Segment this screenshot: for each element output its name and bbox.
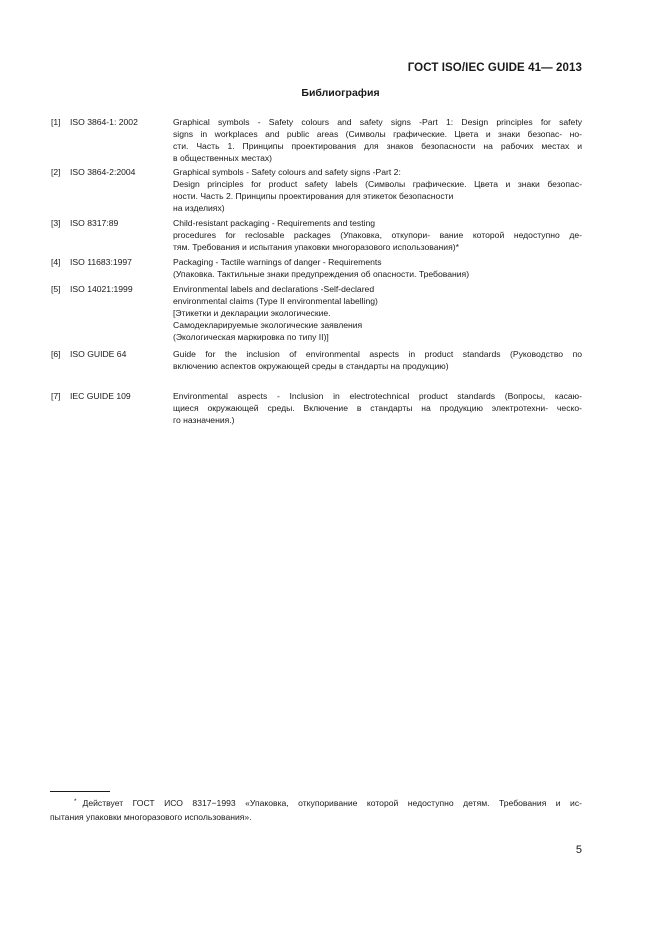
entry-reference: ISO 14021:1999 xyxy=(70,284,133,294)
entry-text xyxy=(173,390,582,426)
bibliography-list xyxy=(50,116,582,430)
bibliography-entry-1 xyxy=(50,116,582,166)
bibliography-entry-2 xyxy=(50,166,582,217)
entry-line: (Экологическая маркировка по типу II)] xyxy=(173,332,329,342)
entry-line: на изделиях) xyxy=(173,203,225,213)
entry-line: Packaging - Tactile warnings of danger - Requirements xyxy=(173,257,382,267)
bibliography-entry-3 xyxy=(50,217,582,256)
entry-line: го назначения.) xyxy=(173,415,235,425)
entry-line: сти. Часть 1. Принципы проектирования для знаков безопасности на рабочих местах и xyxy=(173,141,582,151)
entry-number: [5] xyxy=(51,284,61,294)
entry-reference: ISO 3864-2:2004 xyxy=(70,167,136,177)
entry-number: [3] xyxy=(51,218,61,228)
entry-text xyxy=(173,283,582,343)
document-code-header: ГОСТ ISO/IEC GUIDE 41— 2013 xyxy=(407,62,582,74)
entry-reference: ISO GUIDE 64 xyxy=(70,349,127,359)
entry-number: [2] xyxy=(51,167,61,177)
bibliography-entry-6 xyxy=(50,348,582,390)
footnote-separator xyxy=(50,791,110,792)
bibliography-title: Библиография xyxy=(301,87,380,99)
entry-line: Child-resistant packaging - Requirements and testing xyxy=(173,218,376,228)
bibliography-entry-4 xyxy=(50,256,582,283)
entry-number: [1] xyxy=(51,117,61,127)
entry-line: Graphical symbols - Safety colours and safety signs -Part 2: xyxy=(173,167,401,177)
bibliography-entry-7 xyxy=(50,390,582,430)
entry-text xyxy=(173,348,582,372)
entry-number: [6] xyxy=(51,349,61,359)
entry-reference: ISO 8317:89 xyxy=(70,218,119,228)
entry-line: щиеся окружающей среды. Включение в стандарты на продукцию электротехни- ческо- xyxy=(173,403,582,413)
entry-text xyxy=(173,256,582,280)
entry-line: в общественных местах) xyxy=(173,153,273,163)
entry-line: Environmental aspects - Inclusion in electrotechnical product standards (Вопросы, касаю- xyxy=(173,391,582,401)
entry-reference: ISO 11683:1997 xyxy=(70,257,132,267)
entry-line: environmental claims (Type II environmental labelling) xyxy=(173,296,378,306)
page-number: 5 xyxy=(575,844,582,856)
entry-line: ности. Часть 2. Принципы проектирования для этикеток безопасности xyxy=(173,191,454,201)
entry-reference: IEC GUIDE 109 xyxy=(70,391,131,401)
entry-line: (Упаковка. Тактильные знаки предупреждения об опасности. Требования) xyxy=(173,269,470,279)
entry-line: Самодекларируемые экологические заявления xyxy=(173,320,363,330)
entry-line: Design principles for product safety labels (Символы графические. Цвета и знаки безопас- xyxy=(173,179,582,189)
footnote-mark: * xyxy=(74,798,77,805)
footnote-line xyxy=(50,797,582,811)
entry-line: тям. Требования и испытания упаковки многоразового использования)* xyxy=(173,242,459,252)
entry-text xyxy=(173,217,582,253)
entry-line: Environmental labels and declarations -Self-declared xyxy=(173,284,375,294)
entry-line: procedures for reclosable packages (Упаковка, откупори- вание которой недоступно де- xyxy=(173,230,582,240)
entry-number: [4] xyxy=(51,257,61,267)
entry-text xyxy=(173,116,582,164)
footnote-text: Действует ГОСТ ИСО 8317−1993 «Упаковка, откупоривание которой недоступно детям. Требования и ис- xyxy=(82,798,582,808)
bibliography-entry-5 xyxy=(50,283,582,348)
entry-reference: ISO 3864-1: 2002 xyxy=(70,117,138,127)
entry-text xyxy=(173,166,582,214)
entry-number: [7] xyxy=(51,391,61,401)
entry-line: [Этикетки и декларации экологические. xyxy=(173,308,331,318)
entry-line: signs in workplaces and public areas (Символы графические. Цвета и знаки безопас- но- xyxy=(173,129,582,139)
footnote xyxy=(50,797,582,824)
entry-line: включению аспектов окружающей среды в стандарты на продукцию) xyxy=(173,361,449,371)
entry-line: Graphical symbols - Safety colours and safety signs -Part 1: Design principles for safety xyxy=(173,117,582,127)
footnote-line: пытания упаковки многоразового использования». xyxy=(50,812,252,822)
entry-line: Guide for the inclusion of environmental aspects in product standards (Руководство по xyxy=(173,349,582,359)
